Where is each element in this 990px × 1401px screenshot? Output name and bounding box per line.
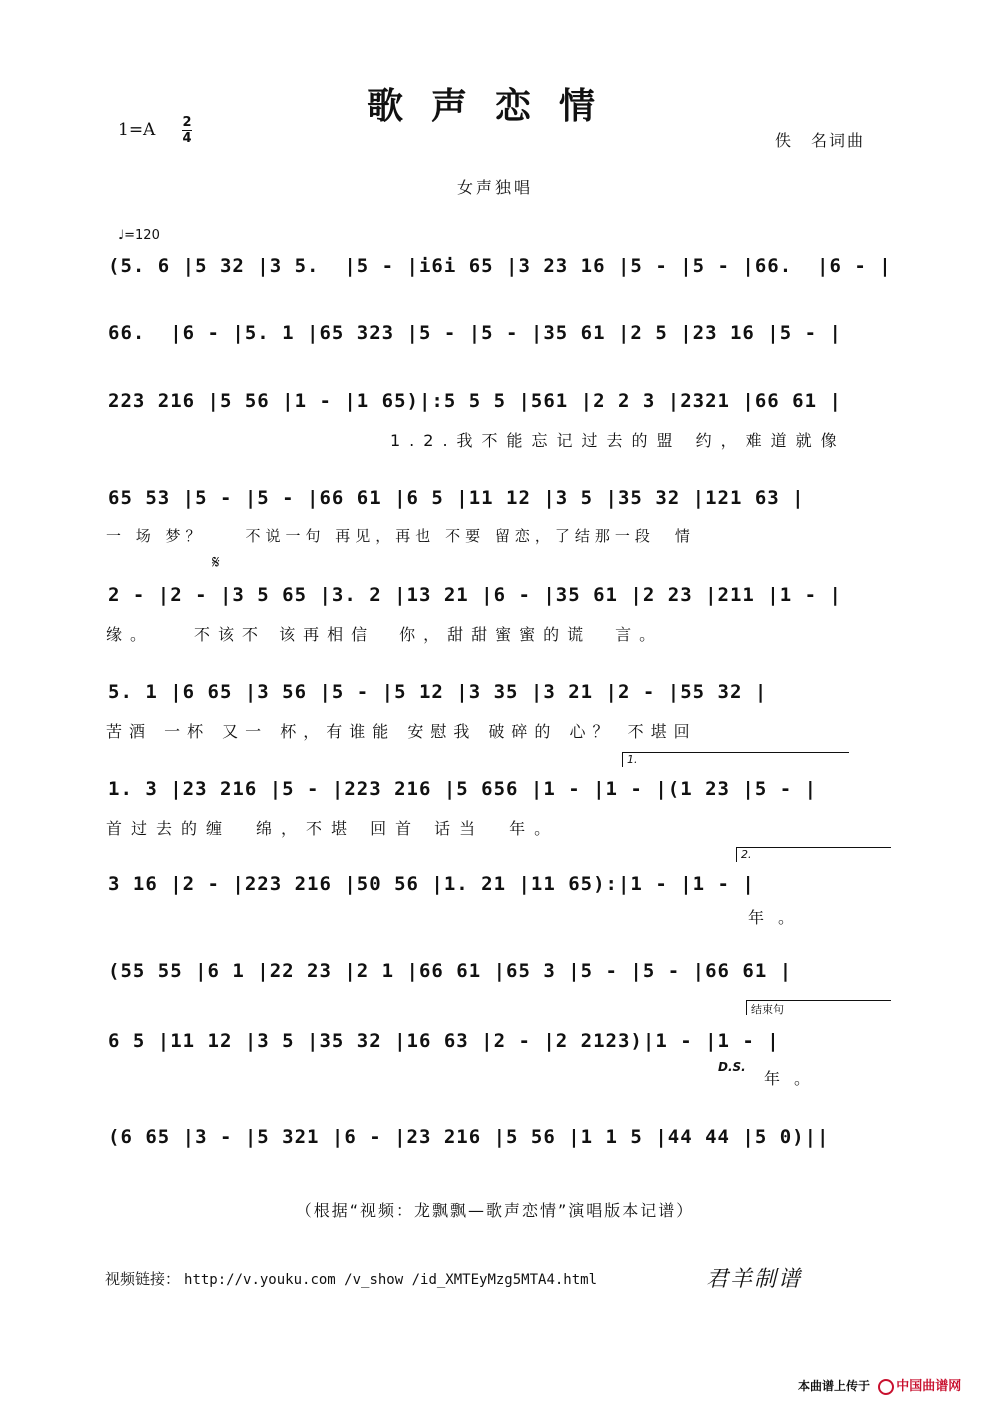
video-link-line bbox=[105, 1268, 597, 1289]
time-signature-top: 2 bbox=[182, 115, 192, 130]
score-row-1 bbox=[100, 255, 900, 305]
song-title: 歌声恋情 bbox=[366, 85, 623, 127]
video-link-label: 视频链接： bbox=[105, 1270, 181, 1288]
key-signature: 1=A bbox=[118, 120, 156, 140]
lyrics-row-6: 苦酒 一杯 又一 杯，有谁能 安慰我 破碎的 心？ 不堪回 bbox=[106, 722, 697, 741]
score-row-3 bbox=[100, 390, 900, 450]
video-link-url[interactable]: http://v.youku.com /v_show /id_XMTEyMzg5MTA4.html bbox=[184, 1272, 598, 1288]
score-row-7 bbox=[100, 753, 900, 838]
notes-row-8: 3 16 |2 - |223 216 |50 56 |1. 21 |11 65):|1 - |1 - | bbox=[108, 873, 755, 895]
score-row-2 bbox=[100, 322, 900, 372]
notes-row-6: 5. 1 |6 65 |3 56 |5 - |5 12 |3 35 |3 21 |2 - |55 32 | bbox=[108, 681, 768, 703]
composer-credit: 佚 名词曲 bbox=[775, 131, 866, 150]
time-signature-bottom: 4 bbox=[182, 131, 192, 146]
score-row-8 bbox=[100, 848, 900, 927]
site-logo-icon bbox=[878, 1379, 894, 1395]
site-name: 中国曲谱网 bbox=[896, 1379, 962, 1394]
score-row-6 bbox=[100, 681, 900, 741]
lyrics-row-5: 缘。 不该不 该再相信 你，甜甜蜜蜜的谎 言。 bbox=[106, 625, 664, 644]
notes-row-3: 223 216 |5 56 |1 - |1 65)|:5 5 5 |561 |2 2 3 |2321 |66 61 | bbox=[108, 390, 842, 412]
score-row-4 bbox=[100, 487, 900, 545]
notes-row-9: (55 55 |6 1 |22 23 |2 1 |66 61 |65 3 |5 - |5 - |66 61 | bbox=[108, 960, 793, 982]
second-ending-bracket bbox=[736, 847, 891, 862]
footer-upload-note bbox=[798, 1375, 961, 1395]
notes-row-5: 2 - |2 - |3 5 65 |3. 2 |13 21 |6 - |35 61 |2 23 |211 |1 - | bbox=[108, 584, 842, 606]
transcriber-signature: 君羊制谱 bbox=[706, 1267, 803, 1292]
second-ending-label: 2. bbox=[741, 848, 752, 861]
first-ending-label: 1. bbox=[627, 753, 638, 766]
score-row-11 bbox=[100, 1126, 900, 1176]
lyrics-row-7: 首过去的缠 绵，不堪 回首 话当 年。 bbox=[106, 819, 560, 838]
notes-row-7: 1. 3 |23 216 |5 - |223 216 |5 656 |1 - |1 - |(1 23 |5 - | bbox=[108, 778, 818, 800]
footer-uploaded-text: 本曲谱上传于 bbox=[798, 1379, 871, 1393]
notes-row-2: 66. |6 - |5. 1 |65 323 |5 - |5 - |35 61 |2 5 |23 16 |5 - | bbox=[108, 322, 842, 344]
performance-type: 女声独唱 bbox=[456, 178, 533, 197]
notes-row-10: 6 5 |11 12 |3 5 |35 32 |16 63 |2 - |2 2123)|1 - |1 - | bbox=[108, 1030, 780, 1052]
end-phrase-label: 结束句 bbox=[751, 1003, 784, 1016]
lyrics-row-4: 一 场 梦？ 不说一句 再见，再也 不要 留恋，了结那一段 情 bbox=[106, 527, 695, 545]
segno-mark: 𝄋 bbox=[212, 552, 220, 573]
time-signature bbox=[182, 116, 192, 145]
score-row-5 bbox=[100, 552, 900, 644]
notes-row-4: 65 53 |5 - |5 - |66 61 |6 5 |11 12 |3 5 |35 32 |121 63 | bbox=[108, 487, 805, 509]
transcription-credit: （根据“视频：龙飘飘—歌声恋情”演唱版本记谱） bbox=[295, 1201, 695, 1220]
lyrics-row-8: 年。 bbox=[748, 908, 809, 927]
end-phrase-bracket bbox=[746, 1000, 891, 1015]
site-logo[interactable] bbox=[878, 1375, 961, 1395]
first-ending-bracket bbox=[622, 752, 849, 767]
lyrics-row-10: 年。 bbox=[764, 1069, 825, 1088]
lyrics-row-3: 1.2.我不能忘记过去的盟 约，难道就像 bbox=[390, 431, 846, 450]
score-row-10 bbox=[100, 1003, 900, 1088]
notes-row-11: (6 65 |3 - |5 321 |6 - |23 216 |5 56 |1 1 5 |44 44 |5 0)|| bbox=[108, 1126, 830, 1148]
notes-row-1: (5. 6 |5 32 |3 5. |5 - |i6i 65 |3 23 16 |5 - |5 - |66. |6 - | bbox=[108, 255, 892, 277]
tempo-marking: ♩=120 bbox=[118, 228, 160, 243]
ds-mark: D.S. bbox=[718, 1060, 746, 1074]
